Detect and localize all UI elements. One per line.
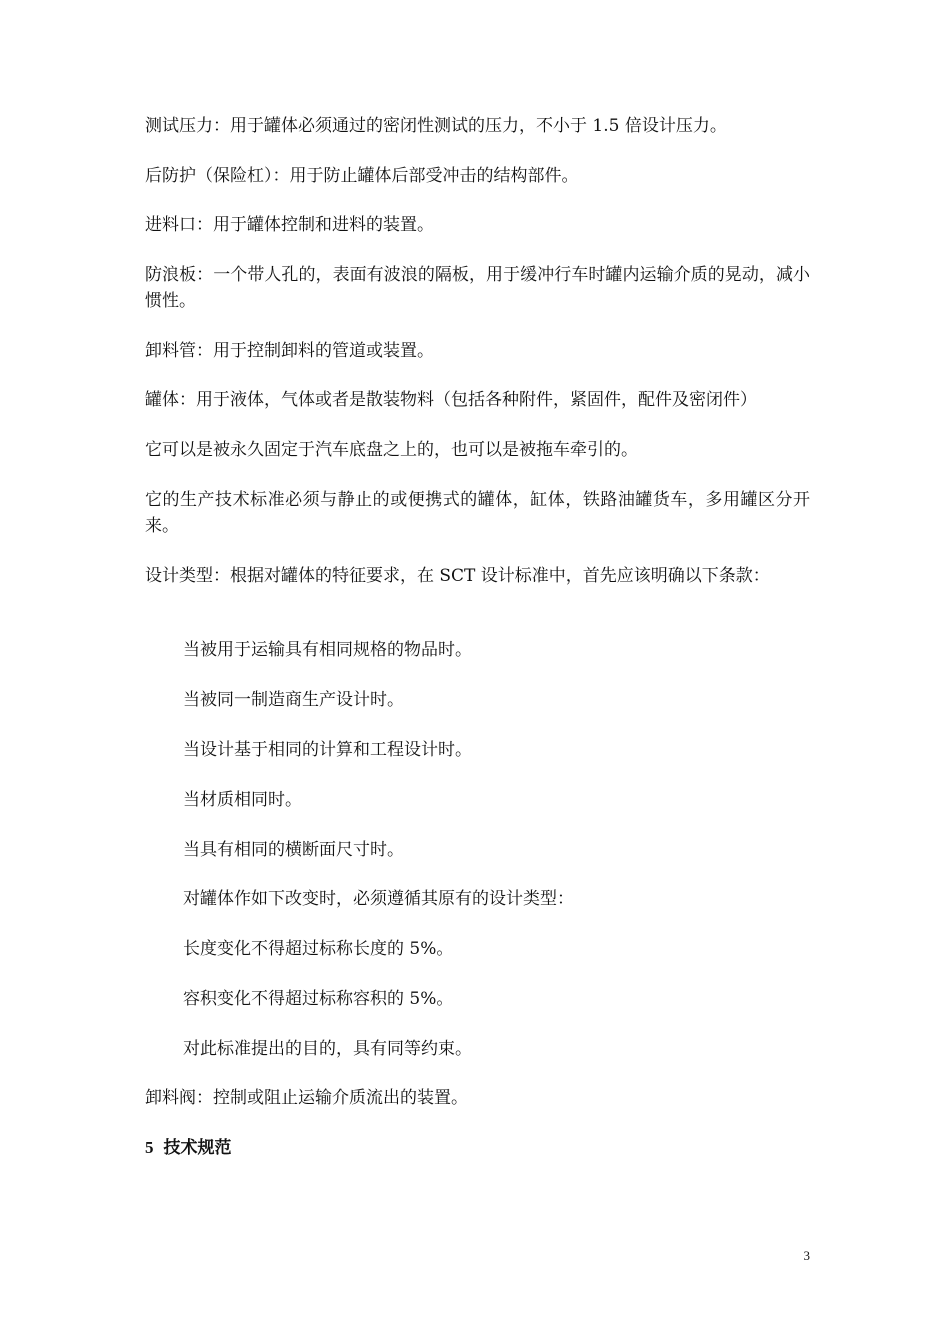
paragraph-tank-mounting: 它可以是被永久固定于汽车底盘之上的，也可以是被拖车牵引的。: [145, 440, 638, 460]
paragraph-test-pressure: 测试压力：用于罐体必须通过的密闭性测试的压力，不小于 1.5 倍设计压力。: [145, 116, 727, 136]
list-item-same-calculation: 当设计基于相同的计算和工程设计时。: [183, 740, 472, 760]
list-item-same-material: 当材质相同时。: [183, 790, 302, 810]
list-item-same-manufacturer: 当被同一制造商生产设计时。: [183, 690, 404, 710]
paragraph-rear-guard: 后防护（保险杠）：用于防止罐体后部受冲击的结构部件。: [145, 166, 579, 186]
paragraph-tank-body: 罐体：用于液体，气体或者是散装物料（包括各种附件，紧固件，配件及密闭件）: [145, 390, 757, 410]
list-item-length-change: 长度变化不得超过标称长度的 5%。: [183, 939, 454, 959]
paragraph-discharge-valve: 卸料阀：控制或阻止运输介质流出的装置。: [145, 1088, 468, 1108]
list-item-same-cross-section: 当具有相同的横断面尺寸时。: [183, 840, 404, 860]
list-item-equal-constraint: 对此标准提出的目的，具有同等约束。: [183, 1039, 472, 1059]
section-heading: [145, 1135, 810, 1161]
paragraph-baffle: 防浪板：一个带人孔的，表面有波浪的隔板，用于缓冲行车时罐内运输介质的晃动，减小惯性。: [145, 265, 810, 311]
page-number: 3: [803, 1248, 810, 1263]
list-item-volume-change: 容积变化不得超过标称容积的 5%。: [183, 989, 454, 1009]
list-item-same-specification: 当被用于运输具有相同规格的物品时。: [183, 640, 472, 660]
paragraph-standard-distinction: 它的生产技术标准必须与静止的或便携式的罐体，缸体，铁路油罐货车，多用罐区分开来。: [145, 490, 810, 536]
section-title: 技术规范: [163, 1138, 232, 1158]
paragraph-design-type: 设计类型：根据对罐体的特征要求，在 SCT 设计标准中，首先应该明确以下条款：: [145, 566, 770, 586]
list-item-modification-rule: 对罐体作如下改变时，必须遵循其原有的设计类型：: [183, 889, 574, 909]
paragraph-discharge-pipe: 卸料管：用于控制卸料的管道或装置。: [145, 341, 434, 361]
paragraph-inlet: 进料口：用于罐体控制和进料的装置。: [145, 215, 434, 235]
section-number: 5: [145, 1138, 154, 1157]
